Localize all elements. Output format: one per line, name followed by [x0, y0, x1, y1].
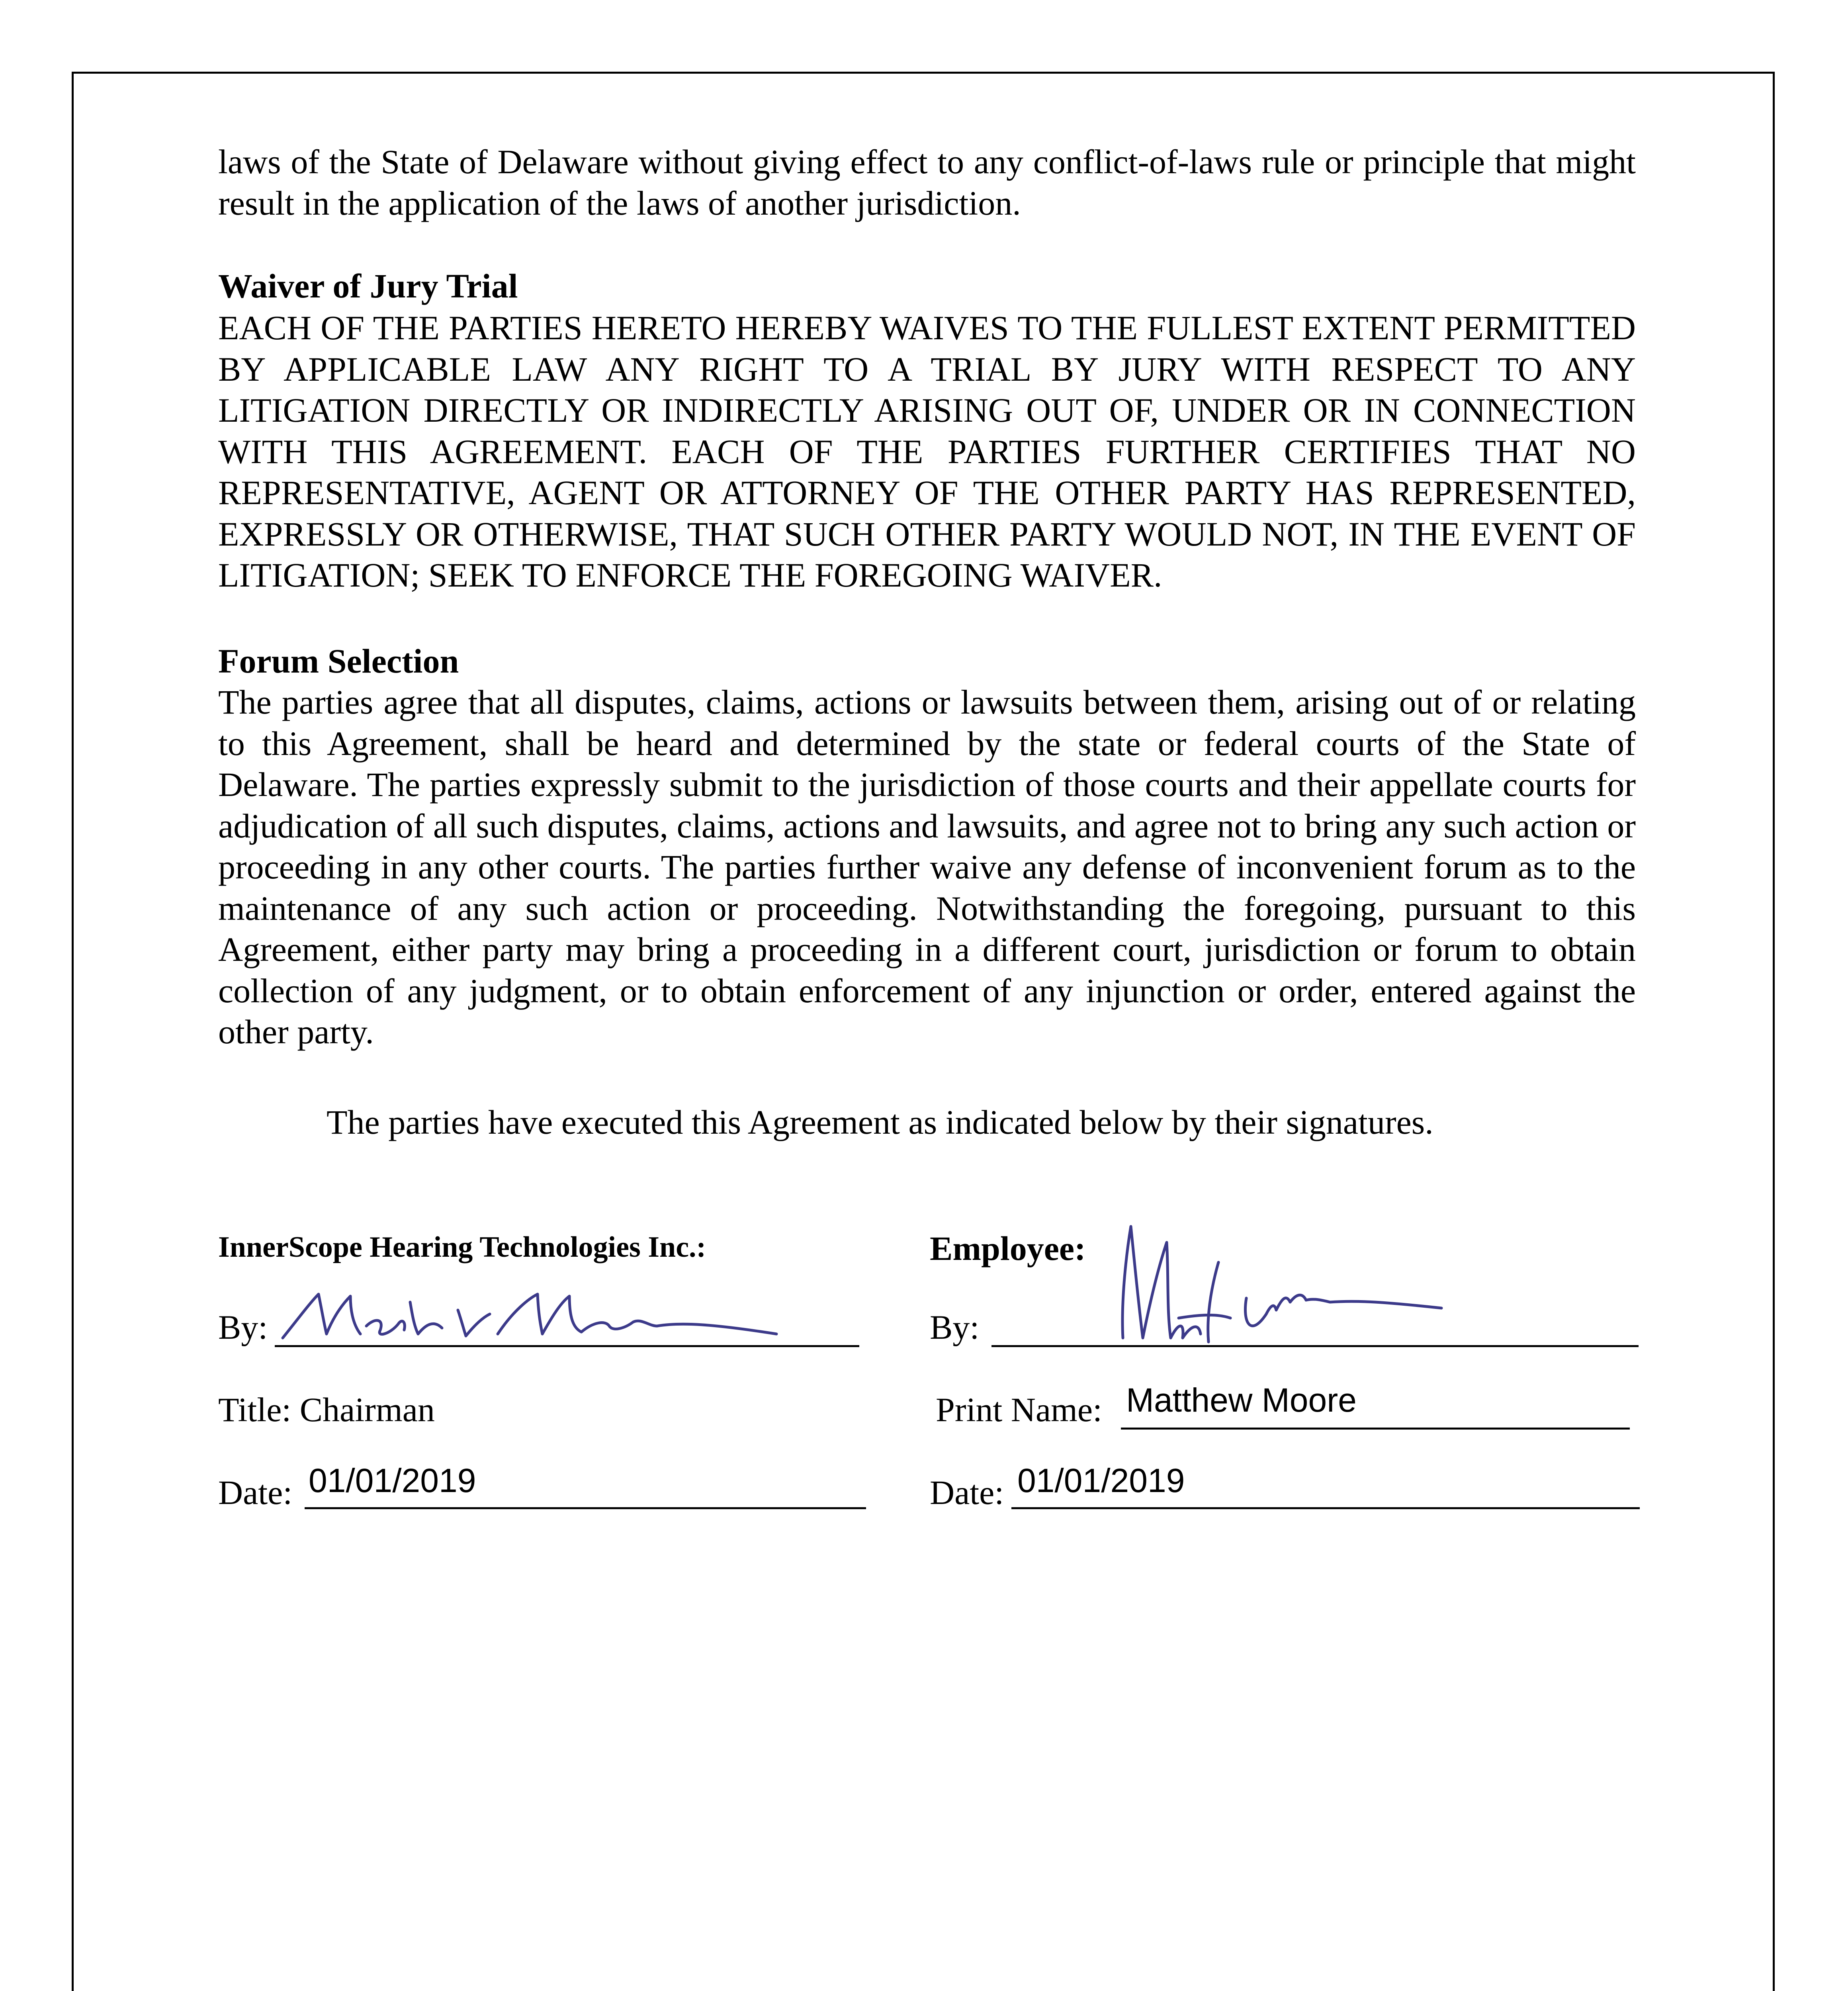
waiver-heading: Waiver of Jury Trial	[218, 267, 518, 305]
waiver-paragraph: EACH OF THE PARTIES HERETO HEREBY WAIVES TO THE FULLEST EXTENT PERMITTED BY APPLICABLE LAW ANY RIGHT TO A TRIAL BY JURY WITH RESPECT TO ANY LITIGATION DIRECTLY OR INDIRECTLY ARISING OUT OF, UNDER OR IN CONNECTION WITH THIS AGREEMENT. EACH OF THE PARTIES FURTHER CERTIFIES THAT NO REPRESENTATIVE, AGENT OR ATTORNEY OF THE OTHER PARTY HAS REPRESENTED, EXPRESSLY OR OTHERWISE, THAT SUCH OTHER PARTY WOULD NOT, IN THE EVENT OF LITIGATION; SEEK TO ENFORCE THE FOREGOING WAIVER.	[218, 309, 1636, 594]
execution-statement: The parties have executed this Agreement as indicated below by their signatures.	[327, 1103, 1433, 1141]
company-label: InnerScope Hearing Technologies Inc.:	[218, 1231, 706, 1263]
forum-heading: Forum Selection	[218, 642, 459, 680]
employee-by-label: By:	[930, 1308, 980, 1346]
employee-date-line	[1011, 1507, 1640, 1509]
company-signature	[275, 1278, 792, 1350]
employee-date-value: 01/01/2019	[1017, 1462, 1185, 1499]
employee-date-label: Date:	[930, 1473, 1004, 1512]
employee-print-name-value: Matthew Moore	[1126, 1381, 1357, 1419]
company-date-label: Date:	[218, 1473, 293, 1512]
company-date-value: 01/01/2019	[309, 1462, 476, 1499]
company-title: Title: Chairman	[218, 1391, 435, 1429]
employee-print-name-line	[1121, 1428, 1630, 1430]
company-date-line	[305, 1507, 866, 1509]
company-by-label: By:	[218, 1308, 268, 1346]
forum-paragraph: The parties agree that all disputes, claims, actions or lawsuits between them, arising out of or relating to this Agreement, shall be heard and determined by the state or federal courts of the State of Delaware. The parties expressly submit to the jurisdiction of those courts and their appellate courts for adjudication of all such disputes, claims, actions and lawsuits, and agree not to bring any such action or proceeding in any other courts. The parties further waive any defense of inconvenient forum as to the maintenance of any such action or proceeding. Notwithstanding the foregoing, pursuant to this Agreement, either party may bring a proceeding in a different court, jurisdiction or forum to obtain collection of any judgment, or to obtain enforcement of any injunction or order, entered against the other party.	[218, 683, 1636, 1051]
employee-print-name-label: Print Name:	[936, 1391, 1102, 1429]
employee-signature	[1099, 1218, 1457, 1354]
employee-label: Employee:	[930, 1229, 1086, 1267]
governing-law-continuation: laws of the State of Delaware without giving effect to any conflict-of-laws rule or principle that might result in the application of the laws of another jurisdiction.	[218, 143, 1636, 222]
